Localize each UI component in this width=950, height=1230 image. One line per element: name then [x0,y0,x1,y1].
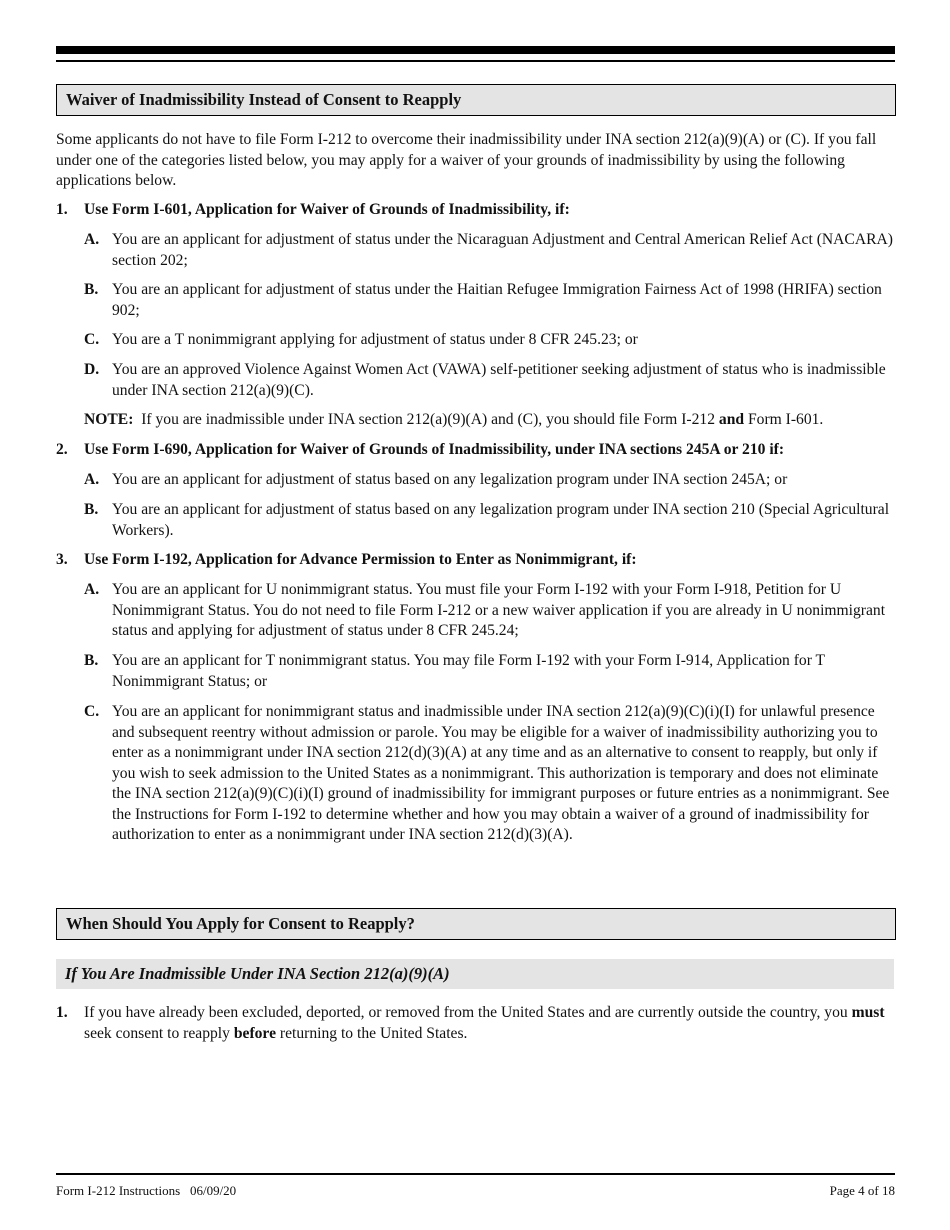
sub-item-text: You are an applicant for adjustment of status under the Haitian Refugee Immigration Fairness Act of 1998 (HRIFA) section 902; [112,281,882,319]
text-pre: If you have already been excluded, deported, or removed from the United States and are currently outside the country, you [84,1004,848,1021]
sub-item-letter: D. [84,361,100,378]
sub-item-text: You are an applicant for T nonimmigrant status. You may file Form I-192 with your Form I-914, Application for T Nonimmigrant Status; or [112,652,825,690]
sub-item-text: You are an applicant for U nonimmigrant status. You must file your Form I-192 with your Form I-918, Petition for U Nonimmigrant Status. You do not need to file Form I-212 or a new waiver application if you are already in U nonimmigrant status and applying for adjustment of status under 8 CFR 245.24; [112,581,886,639]
footer-rule [56,1173,895,1175]
sub-item-text: You are an applicant for adjustment of status under the Nicaraguan Adjustment and Central American Relief Act (NACARA) section 202; [112,231,893,269]
sub-item-text: You are an approved Violence Against Women Act (VAWA) self-petitioner seeking adjustment of status who is inadmissible under INA section 212(a)(9)(C). [112,361,886,399]
footer-form-id: Form I-212 Instructions 06/09/20 [56,1183,237,1198]
sub-item-letter: B. [84,652,99,669]
footer-page-number: Page 4 of 18 [829,1183,895,1198]
sub-item-text: You are an applicant for nonimmigrant status and inadmissible under INA section 212(a)(9)(C)(i)(I) for unlawful presence and subsequent reentry without admission or parole. You may be eligible for a waiver of inadmissibility authorizing you to enter as a nonimmigrant under INA section 212(d)(3)(A) at any time and as an alternative to consent to reapply, but only if you wish to seek admission to the United States as a nonimmigrant. This authorization is temporary and does not eliminate the INA section 212(a)(9)(C)(i)(I) ground of inadmissibility for immigrant purposes or future entries as a nonimmigrant. See the Instructions for Form I-192 to determine whether and how you may obtain a waiver of a ground of inadmissibility for authorization to enter as a nonimmigrant under INA section 212(d)(3)(A). [112,703,890,843]
sub-item-2b [84,500,896,541]
list-item-2 [56,440,896,461]
list-item-number: 3. [56,551,68,568]
section-header-when: When Should You Apply for Consent to Reapply? [56,908,896,940]
section-header-waiver: Waiver of Inadmissibility Instead of Consent to Reapply [56,84,896,116]
when-list-item-1 [56,1003,896,1044]
list-item-heading: Use Form I-690, Application for Waiver of Grounds of Inadmissibility, under INA sections 245A or 210 if: [84,441,785,458]
list-item-heading: Use Form I-192, Application for Advance Permission to Enter as Nonimmigrant, if: [84,551,637,568]
sub-item-1d [84,360,896,401]
sub-item-1a [84,230,896,271]
list-item-number: 1. [56,201,68,218]
sub-item-3c [84,702,896,846]
list-item-1 [56,200,896,221]
note-paragraph [84,410,896,431]
sub-item-text: You are an applicant for adjustment of status based on any legalization program under INA section 210 (Special Agricultural Workers). [112,501,890,539]
note-text-bold: and [718,411,745,428]
sub-item-1b [84,280,896,321]
sub-item-3a [84,580,896,642]
sub-item-2a [84,470,896,491]
sub-item-letter: A. [84,231,100,248]
list-item-number: 1. [56,1004,68,1021]
note-label: NOTE: [84,411,134,428]
sub-item-letter: A. [84,581,100,598]
text-bold-must: must [851,1004,885,1021]
sub-item-text: You are an applicant for adjustment of status based on any legalization program under INA section 245A; or [112,471,788,488]
sub-item-letter: B. [84,281,99,298]
subsection-header-212a9a: If You Are Inadmissible Under INA Section 212(a)(9)(A) [56,959,894,989]
list-item-heading: Use Form I-601, Application for Waiver of Grounds of Inadmissibility, if: [84,201,570,218]
sub-item-letter: B. [84,501,99,518]
sub-item-3b [84,651,896,692]
note-text-pre: If you are inadmissible under INA section 212(a)(9)(A) and (C), you should file Form I-212 [141,411,715,428]
sub-item-letter: C. [84,703,100,720]
note-text-post: Form I-601. [747,411,824,428]
sub-item-letter: A. [84,471,100,488]
list-item-3 [56,550,896,571]
list-item-number: 2. [56,441,68,458]
text-bold-before: before [233,1024,276,1042]
waiver-intro-paragraph: Some applicants do not have to file Form I-212 to overcome their inadmissibility under INA section 212(a)(9)(A) or (C). If you fall under one of the categories listed below, you may apply for a waiver of your grounds of inadmissibility by using the following applications below. [56,131,877,189]
sub-item-text: You are a T nonimmigrant applying for adjustment of status under 8 CFR 245.23; or [112,331,638,348]
text-mid: seek consent to reapply [84,1024,230,1042]
sub-item-1c [84,330,896,351]
header-thick-rule [56,46,895,54]
header-thin-rule [56,60,895,62]
text-post: returning to the United States. [279,1024,468,1042]
list-item-text [84,1003,896,1044]
sub-item-letter: C. [84,331,100,348]
